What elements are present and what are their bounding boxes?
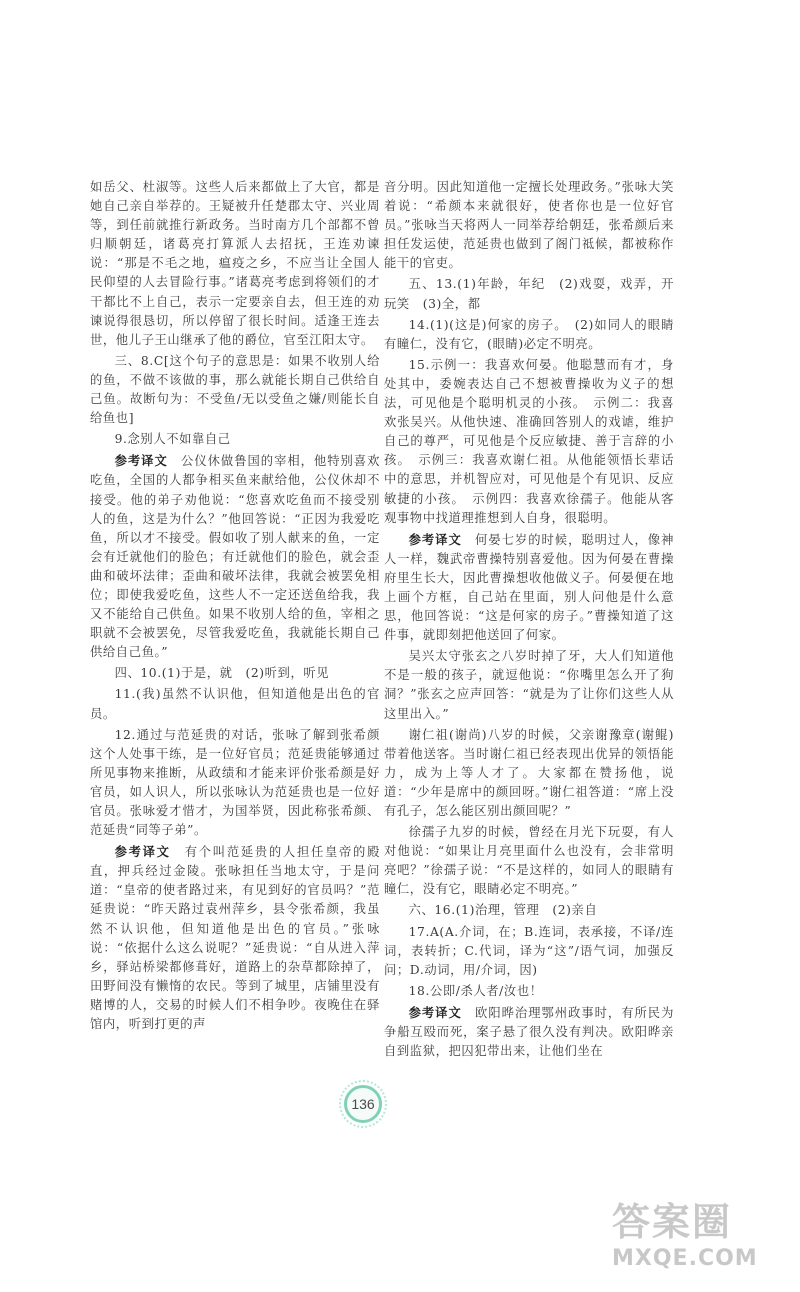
paragraph-text: 欧阳晔治理鄂州政事时，有所民为争船互殴而死，案子悬了很久没有判决。欧阳晔亲自到监狱，把囚犯带出来，让他们坐在	[384, 1005, 674, 1059]
paragraph	[90, 842, 380, 1034]
paragraph-text: 何晏七岁的时候，聪明过人，像神人一样，魏武帝曹操特别喜爱他。因为何晏在曹操府里生长大，因此曹操想收他做义子。何晏便在地上画个方框，自己站在里面，别人问他是什么意思，他回答说：“这是何家的房子。”曹操知道了这件事，就即刻把他送回了何家。	[384, 532, 674, 643]
paragraph	[384, 356, 674, 528]
paragraph-lead: 参考译文	[408, 531, 462, 547]
watermark-url: MXQE.COM	[612, 1246, 758, 1271]
paragraph	[384, 1003, 674, 1061]
paragraph-text: 17.A(A.介词，在；B.连词，表承接，不译/连词，表转折；C.代词，译为“这”/语气词，加强反问；D.动词，用/介词，因)	[384, 924, 674, 977]
paragraph-text: 五、13.(1)年龄，年纪 (2)戏耍，戏弄，开玩笑 (3)全，都	[384, 277, 674, 311]
paragraph-lead: 参考译文	[114, 844, 171, 860]
paragraph-text: 六、16.(1)治理，管理 (2)亲自	[408, 903, 598, 918]
paragraph	[90, 178, 380, 350]
paragraph-text: 14.(1)(这是)何家的房子。 (2)如同人的眼睛有瞳仁，没有它，(眼睛)必定不明亮。	[384, 317, 674, 351]
paragraph	[90, 726, 380, 841]
paragraph-text: 12.通过与范延贵的对话，张咏了解到张希颜这个人处事干练，是一位好官员；范延贵能够通过所见事物来推断，从政绩和才能来评价张希颜是好官员，如人识人，所以张咏认为范延贵也是一位好官员。张咏爱才惜才，为国举贤，因此称张希颜、范延贵“同等子弟”。	[90, 727, 380, 838]
watermark-logo	[612, 1200, 792, 1286]
paragraph-text: 15.示例一：我喜欢何晏。他聪慧而有才，身处其中，委婉表达自己不想被曹操收为义子的想法，可见他是个聪明机灵的小孩。 示例二：我喜欢张吴兴。从他快速、准确回答别人的戏谑，维护自己的尊严，可见他是个反应敏捷、善于言辞的小孩。 示例三：我喜欢谢仁祖。从他能领悟长辈话中的意思，并机智应对，可见他是个有见识、反应敏捷的小孩。 示例四：我喜欢徐孺子。他能从客观事物中找道理推想到人自身，很聪明。	[384, 357, 674, 525]
paragraph-text: 三、8.C[这个句子的意思是：如果不收别人给的鱼，不做不该做的事，那么就能长期自己供给自己鱼。故断句为：不受鱼/无以受鱼之嫌/则能长自给鱼也]	[90, 353, 380, 426]
paragraph	[384, 530, 674, 646]
paragraph	[384, 923, 674, 980]
paragraph	[384, 316, 674, 354]
paragraph-text: 有个叫范延贵的人担任皇帝的殿直，押兵经过金陵。张咏担任当地太守，于是问道：“皇帝的使者路过来，有见到好的官员吗？”范延贵说：“昨天路过袁州萍乡，县令张希颜，我虽然不认识他，但知道他是出色的官员。”张咏说：“依据什么这么说呢？”延贵说：“自从进入萍乡，驿站桥梁都修葺好，道路上的杂草都除掉了，田野间没有懒惰的农民。等到了城里，店铺里没有赌博的人，交易的时候人们不相争吵。夜晚住在驿馆内，听到打更的声	[90, 845, 380, 1032]
paragraph-text: 徐孺子九岁的时候，曾经在月光下玩耍，有人对他说：“如果让月亮里面什么也没有，会非常明亮吧？”徐孺子说：“不是这样的，如同人的眼睛有瞳仁，没有它，眼睛必定不明亮。”	[384, 825, 674, 897]
paragraph-text: 18.公即/杀人者/汝也！	[408, 983, 543, 998]
paragraph-text: 谢仁祖(谢尚)八岁的时候，父亲谢豫章(谢鲲)带着他送客。当时谢仁祖已经表现出优异的领悟能力，成为上等人才了。大家都在赞扬他，说道：“少年是席中的颜回呀。”谢仁祖答道：“席上没有孔子，怎么能区别出颜回呢？”	[384, 727, 674, 818]
paragraph	[90, 685, 380, 723]
paragraph-text: 吴兴太守张玄之八岁时掉了牙，大人们知道他不是一般的孩子，就逗他说：“你嘴里怎么开了狗洞？”张玄之应声回答：“就是为了让你们这些人从这里出入。”	[384, 649, 674, 721]
paragraph-text: 四、10.(1)于是，就 (2)听到，听见	[114, 666, 330, 681]
left-column	[90, 178, 380, 1036]
paragraph-lead: 参考译文	[114, 453, 168, 469]
paragraph	[384, 823, 674, 899]
paragraph	[90, 430, 380, 449]
watermark-logo-text: 答案圈	[612, 1200, 733, 1244]
paragraph	[384, 178, 674, 273]
paragraph	[90, 451, 380, 662]
paragraph	[384, 982, 674, 1001]
paragraph	[384, 647, 674, 723]
right-column	[384, 178, 674, 1063]
paragraph	[90, 664, 380, 683]
paragraph-lead: 参考译文	[408, 1004, 462, 1020]
paragraph	[384, 901, 674, 920]
paragraph-text: 音分明。因此知道他一定擅长处理政务。”张咏大笑着说：“希颜本来就很好，使者你也是一位好官员。”张咏当天将两人一同举荐给朝廷，张希颜后来担任发运使，范延贵也做到了阁门祗候，都被称作能干的官吏。	[384, 180, 674, 271]
paragraph-text: 9.念别人不如靠自己	[114, 432, 231, 447]
paragraph	[384, 726, 674, 821]
paragraph	[384, 275, 674, 313]
paragraph	[90, 352, 380, 428]
paragraph-text: 如岳父、杜淑等。这些人后来都做上了大官，都是她自己亲自举荐的。王疑被升任楚郡太守、兴业周等，到任前就推行新政务。当时南方几个部都不曾归顺朝廷，诸葛亮打算派人去招抚，王连劝谏说：“那是不毛之地，瘟疫之乡，不应当让全国人民仰望的人去冒险行事。”诸葛亮考虑到将领们的才干都比不上自己，表示一定要亲自去，但王连的劝谏说得很恳切，所以停留了很长时间。适逢王连去世，他儿子王山继承了他的爵位，官至江阳太守。	[90, 180, 380, 347]
paragraph-text: 11.(我)虽然不认识他，但知道他是出色的官员。	[90, 687, 380, 721]
paragraph-text: 公仪休做鲁国的宰相，他特别喜欢吃鱼，全国的人都争相买鱼来献给他，公仪休却不接受。他的弟子劝他说：“您喜欢吃鱼而不接受别人的鱼，这是为什么？”他回答说：“正因为我爱吃鱼，所以才不接受。假如收了别人献来的鱼，一定会有迁就他们的脸色；有迁就他们的脸色，就会歪曲和破坏法律；歪曲和破坏法律，我就会被罢免相位；即使我爱吃鱼，这些人不一定还送鱼给我，我又不能给自己供鱼。如果不收别人给的鱼，宰相之职就不会被罢免，尽管我爱吃鱼，我就能长期自己供给自己鱼。”	[90, 454, 380, 660]
page-number: 136	[344, 1085, 382, 1123]
